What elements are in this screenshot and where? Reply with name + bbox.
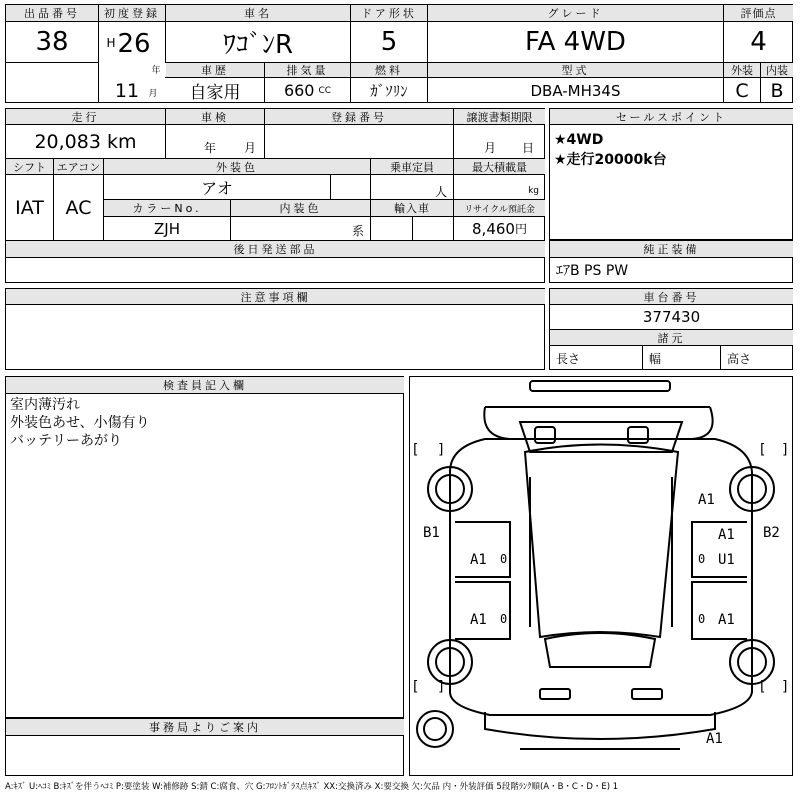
corner-bracket: ] (782, 679, 788, 695)
corner-bracket: [ (760, 679, 766, 695)
damage-mark: B2 (763, 525, 780, 541)
grade: FA 4WD (525, 27, 626, 57)
damage-zero: 0 (500, 552, 508, 566)
first-registration-label: 初度登録 (99, 5, 165, 21)
displacement: 660 (283, 81, 315, 100)
length-label: 長さ (556, 351, 581, 366)
interior-grade: B (770, 79, 784, 102)
corner-bracket: [ (413, 679, 419, 695)
color-number-label: カラーNo. (104, 200, 230, 216)
lot-number-label: 出品番号 (6, 5, 98, 21)
door-type: 5 (380, 27, 398, 57)
notice-label: 注意事項欄 (6, 289, 545, 304)
max-load-unit: kg (528, 186, 539, 196)
exterior-grade-label: 外装 (724, 63, 760, 77)
car-name: ﾜｺﾞﾝR (222, 29, 294, 60)
recycle-deposit: 8,460 (472, 219, 515, 238)
sales-point: ★4WD (554, 132, 604, 148)
inspection-year-unit: 年 (203, 140, 216, 155)
month-unit: 月 (148, 88, 158, 99)
equipment: ｴｱB PS PW (556, 263, 629, 279)
aircon-label: エアコン (54, 159, 103, 174)
model-label: 型式 (428, 63, 723, 77)
damage-mark: A1 (718, 527, 735, 543)
color-number: ZJH (154, 219, 180, 238)
shift-label: シフト (6, 159, 53, 174)
corner-bracket: [ (760, 442, 766, 458)
damage-mark: A1 (718, 612, 735, 628)
inspection-month-unit: 月 (243, 140, 256, 155)
height-label: 高さ (727, 351, 752, 366)
damage-mark: A1 (706, 731, 723, 747)
corner-bracket: ] (782, 442, 788, 458)
displacement-unit: CC (318, 85, 332, 96)
grade-label: グレード (428, 5, 723, 21)
interior-grade-label: 内装 (761, 63, 793, 77)
sales-points-list (554, 130, 667, 170)
corner-bracket: ] (438, 442, 444, 458)
capacity-label: 乗車定員 (371, 159, 453, 174)
car-name-label: 車名 (166, 5, 350, 21)
damage-mark: A1 (698, 492, 715, 508)
equipment-label: 純正装備 (550, 241, 793, 257)
history: 自家用 (189, 83, 241, 103)
corner-bracket: [ (413, 442, 419, 458)
import-car-label: 輸入車 (371, 200, 453, 216)
sales-point: ★走行20000k台 (554, 152, 667, 168)
first-registration-month: 11 (114, 80, 140, 102)
car-outline-drawing (410, 377, 792, 775)
width-label: 幅 (649, 351, 662, 366)
damage-zero: 0 (698, 552, 706, 566)
interior-color-label: 内装色 (231, 200, 370, 216)
sales-points-label: セールスポイント (550, 109, 793, 124)
transfer-deadline-label: 譲渡書類期限 (454, 109, 545, 124)
score-label: 評価点 (724, 5, 793, 21)
chassis-number: 377430 (642, 308, 701, 326)
mileage: 20,083 km (34, 130, 137, 153)
sales-points-box (549, 108, 793, 240)
first-registration-year: 26 (117, 29, 151, 59)
inspector-notes (10, 396, 150, 450)
score: 4 (750, 27, 767, 57)
exterior-color: アオ (201, 178, 233, 198)
legend-footer: A:ｷｽﾞ U:ﾍｺﾐ B:ｷｽﾞを伴うﾍｺﾐ P:要塗装 W:補修跡 S:錆 C:腐食、穴 G:ﾌﾛﾝﾄｶﾞﾗｽ点ｷｽﾞ XX:交換済み X:要交換 欠:欠品 内・外装評価 5段階ﾗﾝｸ順(A・B・C・D・E) 1 (5, 782, 619, 792)
inspection-label: 車検 (166, 109, 264, 124)
registration-number-label: 登録番号 (265, 109, 453, 124)
damage-zero: 0 (698, 612, 706, 626)
max-load-label: 最大積載量 (454, 159, 545, 174)
corner-bracket: ] (438, 679, 444, 695)
specs-label: 諸元 (550, 330, 793, 345)
fuel: ｶﾞｿﾘﾝ (370, 82, 408, 100)
exterior-color-label: 外装色 (104, 159, 370, 174)
lot-number: 38 (35, 27, 69, 57)
door-type-label: ドア形状 (351, 5, 427, 21)
aircon: AC (65, 196, 92, 219)
exterior-grade: C (735, 79, 749, 102)
displacement-label: 排気量 (265, 63, 350, 77)
inspector-note: 外装色あせ、小傷有り (10, 415, 150, 431)
chassis-number-label: 車台番号 (550, 289, 793, 304)
interior-color-unit: 系 (351, 223, 364, 238)
shift: IAT (15, 196, 44, 219)
fuel-label: 燃料 (351, 63, 427, 77)
capacity-unit: 人 (434, 184, 447, 199)
damage-mark: U1 (718, 552, 735, 568)
mileage-label: 走行 (6, 109, 165, 124)
damage-mark: B1 (423, 525, 440, 541)
recycle-unit: 円 (514, 222, 527, 236)
era: H (106, 36, 116, 50)
model-code: DBA-MH34S (530, 81, 621, 100)
history-label: 車歴 (166, 63, 264, 77)
transfer-month-unit: 月 (483, 140, 496, 155)
office-notice-label: 事務局よりご案内 (6, 719, 404, 735)
damage-zero: 0 (500, 612, 508, 626)
damage-mark: A1 (470, 552, 487, 568)
recycle-deposit-label: リサイクル預託金 (454, 200, 545, 216)
inspector-notes-label: 検査員記入欄 (6, 377, 404, 393)
inspector-note: 室内薄汚れ (10, 397, 80, 413)
transfer-day-unit: 日 (521, 140, 534, 155)
car-diagram (409, 376, 793, 776)
later-parts-label: 後日発送部品 (6, 241, 545, 257)
inspector-note: バッテリーあがり (10, 433, 122, 449)
year-unit: 年 (151, 65, 161, 76)
damage-mark: A1 (470, 612, 487, 628)
